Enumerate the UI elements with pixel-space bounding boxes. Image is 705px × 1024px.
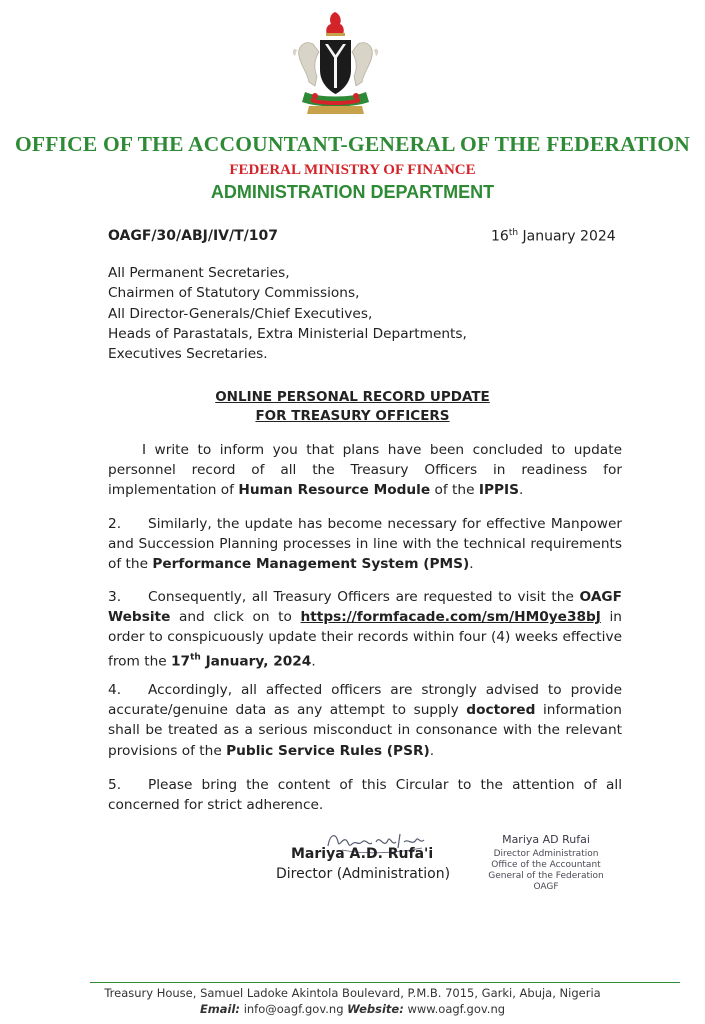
signatory-name: Mariya A.D. Rufa'i <box>291 846 434 862</box>
footer-website[interactable]: www.oagf.gov.ng <box>407 1002 506 1016</box>
department-heading: ADMINISTRATION DEPARTMENT <box>210 182 495 202</box>
addressee-line: Heads of Parastatals, Extra Ministerial Departments, <box>108 325 467 342</box>
stamp-line: Director Administration <box>493 849 599 859</box>
footer-divider <box>90 982 680 983</box>
addressee-list <box>108 263 467 364</box>
letter-date: 16th January 2024 <box>491 228 616 245</box>
stamp-line: OAGF <box>533 882 559 892</box>
subject-heading: ONLINE PERSONAL RECORD UPDATE FOR TREASURY OFFICERS <box>215 389 490 424</box>
addressee-line: All Permanent Secretaries, <box>108 265 290 281</box>
addressee-line: Chairmen of Statutory Commissions, <box>108 285 360 302</box>
signatory-title: Director (Administration) <box>276 866 451 882</box>
stamp-name: Mariya AD Rufai <box>502 833 590 846</box>
form-link[interactable]: https://formfacade.com/sm/HM0ye38bJ <box>300 609 601 626</box>
office-heading: OFFICE OF THE ACCOUNTANT-GENERAL OF THE FEDERATION <box>14 132 690 156</box>
stamp-line: Office of the Accountant <box>491 860 601 870</box>
official-stamp <box>484 832 608 893</box>
addressee-line: All Director-Generals/Chief Executives, <box>108 305 373 322</box>
paragraph-1: I write to inform you that plans have been concluded to update personnel record of all the Treasury Officers in readiness for implementation of Human Resource Module of the IPPIS. <box>108 442 622 499</box>
reference-number: OAGF/30/ABJ/IV/T/107 <box>108 228 278 244</box>
stamp-line: General of the Federation <box>488 871 604 881</box>
paragraph-5: 5. Please bring the content of this Circular to the attention of all concerned for strict adherence. <box>108 777 622 814</box>
ministry-heading: FEDERAL MINISTRY OF FINANCE <box>229 162 476 178</box>
paragraph-2: 2. Similarly, the update has become necessary for effective Manpower and Succession Planning processes in line with the technical requirements of the Performance Management System (PMS). <box>108 516 622 573</box>
paragraph-3: 3. Consequently, all Treasury Officers are requested to visit the OAGF Website and click on to https://formfacade.com/sm/HM0ye38bJ in order to conspicuously update their records within four (4) weeks effective from the 17th January, 2024. <box>108 589 622 670</box>
addressee-line: Executives Secretaries. <box>108 346 268 363</box>
footer-email[interactable]: info@oagf.gov.ng <box>243 1002 344 1016</box>
footer-contact: Email: info@oagf.gov.ng Website: www.oagf.gov.ng <box>199 1002 506 1016</box>
coat-of-arms-icon <box>283 10 388 118</box>
footer-address: Treasury House, Samuel Ladoke Akintola Boulevard, P.M.B. 7015, Garki, Abuja, Nigeria <box>104 986 601 1000</box>
paragraph-4: 4. Accordingly, all affected officers are strongly advised to provide accurate/genuine data as any attempt to supply doctored information shall be treated as a serious misconduct in consonance with the relevant provisions of the Public Service Rules (PSR). <box>108 682 622 759</box>
